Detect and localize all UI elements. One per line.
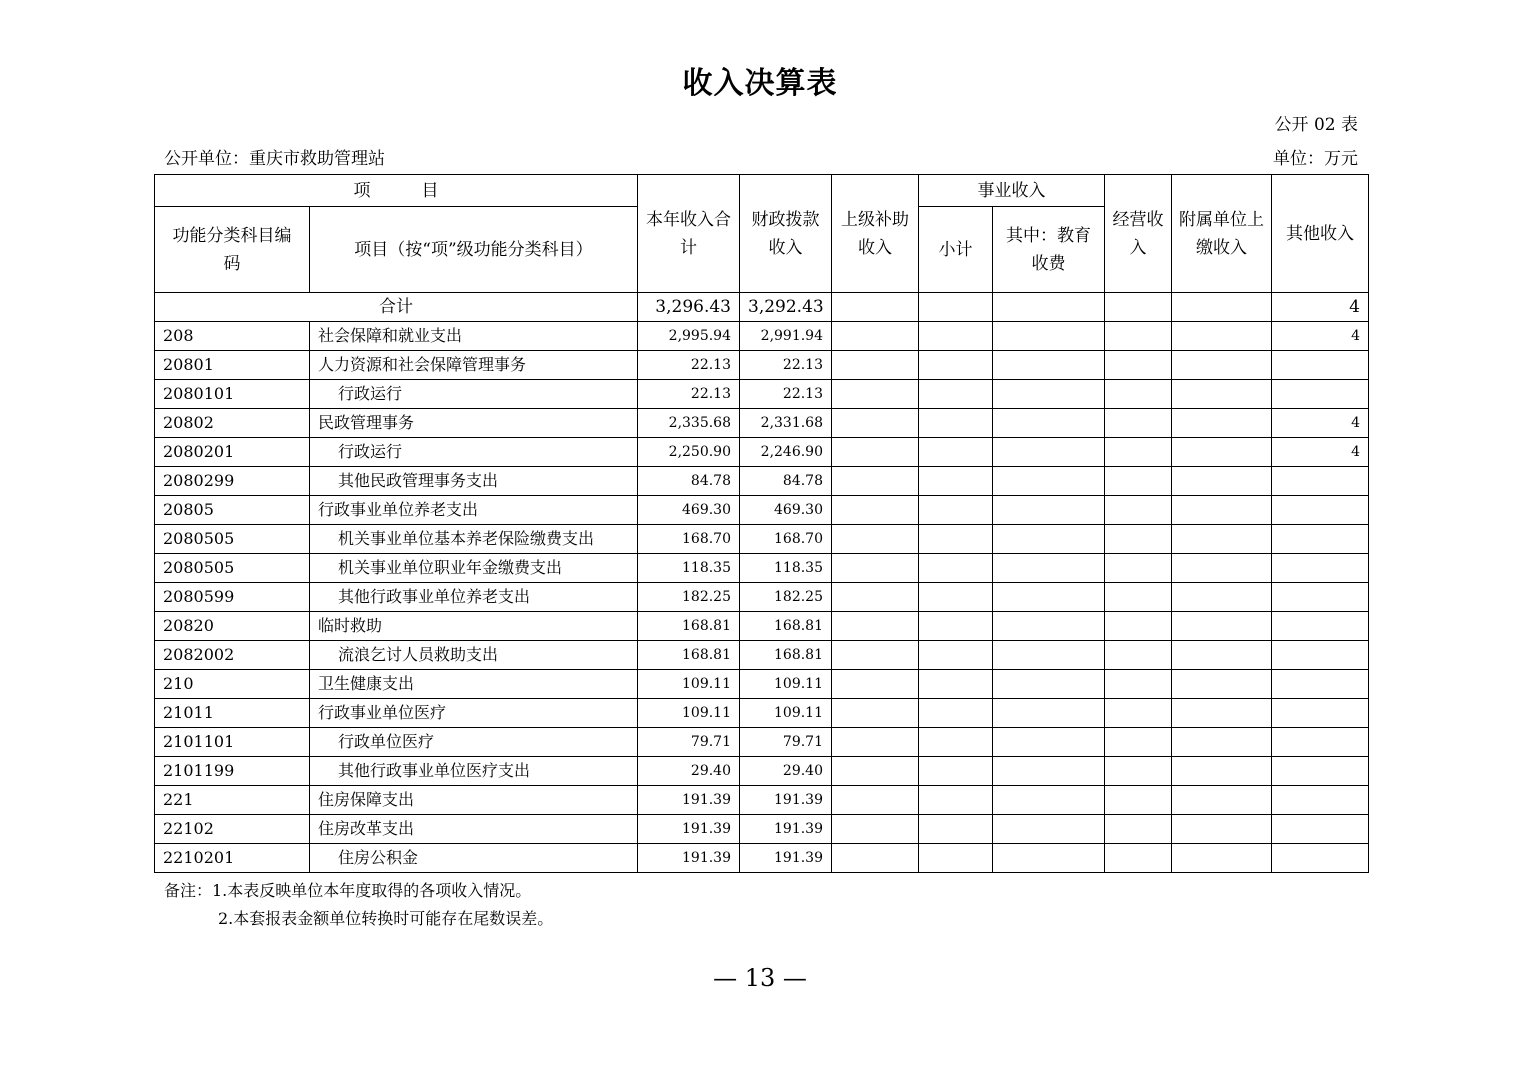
row-total: 22.13 bbox=[638, 351, 740, 380]
row-fiscal: 84.78 bbox=[740, 467, 832, 496]
header-subtotal: 小计 bbox=[919, 207, 993, 293]
header-business: 事业收入 bbox=[919, 175, 1105, 207]
row-code: 21011 bbox=[155, 699, 310, 728]
row-fiscal: 168.81 bbox=[740, 641, 832, 670]
row-name: 住房保障支出 bbox=[310, 786, 638, 815]
row-fiscal: 118.35 bbox=[740, 554, 832, 583]
row-fiscal: 168.81 bbox=[740, 612, 832, 641]
total-other: 4 bbox=[1272, 293, 1369, 322]
row-other bbox=[1272, 728, 1369, 757]
row-fiscal: 191.39 bbox=[740, 844, 832, 873]
row-total: 29.40 bbox=[638, 757, 740, 786]
row-name: 卫生健康支出 bbox=[310, 670, 638, 699]
row-total: 109.11 bbox=[638, 670, 740, 699]
row-code: 20820 bbox=[155, 612, 310, 641]
row-name: 社会保障和就业支出 bbox=[310, 322, 638, 351]
row-fiscal: 109.11 bbox=[740, 699, 832, 728]
row-total: 469.30 bbox=[638, 496, 740, 525]
row-total: 22.13 bbox=[638, 380, 740, 409]
row-fiscal: 191.39 bbox=[740, 815, 832, 844]
table-row bbox=[155, 554, 1369, 583]
row-code: 22102 bbox=[155, 815, 310, 844]
row-total: 79.71 bbox=[638, 728, 740, 757]
row-fiscal: 2,991.94 bbox=[740, 322, 832, 351]
row-name: 其他行政事业单位养老支出 bbox=[310, 583, 638, 612]
row-name: 行政运行 bbox=[310, 380, 638, 409]
header-affiliated: 附属单位上缴收入 bbox=[1172, 175, 1272, 293]
row-total: 182.25 bbox=[638, 583, 740, 612]
row-name: 人力资源和社会保障管理事务 bbox=[310, 351, 638, 380]
row-code: 2101199 bbox=[155, 757, 310, 786]
row-other bbox=[1272, 699, 1369, 728]
row-name: 机关事业单位职业年金缴费支出 bbox=[310, 554, 638, 583]
table-row bbox=[155, 380, 1369, 409]
row-fiscal: 2,331.68 bbox=[740, 409, 832, 438]
table-row bbox=[155, 409, 1369, 438]
row-code: 210 bbox=[155, 670, 310, 699]
row-fiscal: 22.13 bbox=[740, 380, 832, 409]
row-other: 4 bbox=[1272, 438, 1369, 467]
table-row bbox=[155, 467, 1369, 496]
row-name: 住房改革支出 bbox=[310, 815, 638, 844]
row-code: 2080505 bbox=[155, 525, 310, 554]
row-other bbox=[1272, 670, 1369, 699]
row-code: 2101101 bbox=[155, 728, 310, 757]
row-code: 2082002 bbox=[155, 641, 310, 670]
table-row bbox=[155, 496, 1369, 525]
row-code: 2080101 bbox=[155, 380, 310, 409]
row-code: 2080505 bbox=[155, 554, 310, 583]
row-name: 机关事业单位基本养老保险缴费支出 bbox=[310, 525, 638, 554]
row-other bbox=[1272, 612, 1369, 641]
row-code: 2080299 bbox=[155, 467, 310, 496]
row-name: 流浪乞讨人员救助支出 bbox=[310, 641, 638, 670]
row-name: 其他民政管理事务支出 bbox=[310, 467, 638, 496]
row-other bbox=[1272, 844, 1369, 873]
row-fiscal: 22.13 bbox=[740, 351, 832, 380]
row-total: 168.81 bbox=[638, 612, 740, 641]
row-other bbox=[1272, 496, 1369, 525]
row-fiscal: 182.25 bbox=[740, 583, 832, 612]
row-total: 109.11 bbox=[638, 699, 740, 728]
row-other bbox=[1272, 641, 1369, 670]
table-row bbox=[155, 728, 1369, 757]
table-row bbox=[155, 670, 1369, 699]
row-total: 168.81 bbox=[638, 641, 740, 670]
row-fiscal: 2,246.90 bbox=[740, 438, 832, 467]
table-row bbox=[155, 351, 1369, 380]
row-total: 2,335.68 bbox=[638, 409, 740, 438]
table-row bbox=[155, 438, 1369, 467]
header-name: 项目（按“项”级功能分类科目） bbox=[310, 207, 638, 293]
row-code: 20801 bbox=[155, 351, 310, 380]
row-code: 2080599 bbox=[155, 583, 310, 612]
unit-label: 单位：万元 bbox=[1273, 149, 1358, 169]
row-other bbox=[1272, 467, 1369, 496]
row-total: 2,250.90 bbox=[638, 438, 740, 467]
header-education: 其中：教育收费 bbox=[993, 207, 1105, 293]
note-2: 2.本套报表金额单位转换时可能存在尾数误差。 bbox=[218, 909, 554, 928]
row-other bbox=[1272, 583, 1369, 612]
row-name: 行政单位医疗 bbox=[310, 728, 638, 757]
row-other: 4 bbox=[1272, 322, 1369, 351]
form-code: 公开 02 表 bbox=[1274, 115, 1358, 135]
header-code: 功能分类科目编码 bbox=[155, 207, 310, 293]
row-name: 住房公积金 bbox=[310, 844, 638, 873]
notes bbox=[164, 877, 553, 933]
row-other bbox=[1272, 757, 1369, 786]
row-total: 84.78 bbox=[638, 467, 740, 496]
row-total: 168.70 bbox=[638, 525, 740, 554]
row-fiscal: 29.40 bbox=[740, 757, 832, 786]
table-row bbox=[155, 641, 1369, 670]
row-other bbox=[1272, 815, 1369, 844]
row-code: 2210201 bbox=[155, 844, 310, 873]
table-row bbox=[155, 815, 1369, 844]
row-code: 2080201 bbox=[155, 438, 310, 467]
row-other: 4 bbox=[1272, 409, 1369, 438]
header-total: 本年收入合计 bbox=[638, 175, 740, 293]
row-code: 20802 bbox=[155, 409, 310, 438]
table-row bbox=[155, 322, 1369, 351]
row-total: 191.39 bbox=[638, 844, 740, 873]
row-code: 208 bbox=[155, 322, 310, 351]
page-number: — 13 — bbox=[713, 964, 807, 992]
row-fiscal: 79.71 bbox=[740, 728, 832, 757]
total-income: 3,296.43 bbox=[638, 293, 740, 322]
row-other bbox=[1272, 525, 1369, 554]
row-name: 行政运行 bbox=[310, 438, 638, 467]
row-other bbox=[1272, 380, 1369, 409]
table-row bbox=[155, 583, 1369, 612]
row-code: 20805 bbox=[155, 496, 310, 525]
row-total: 191.39 bbox=[638, 786, 740, 815]
table-row bbox=[155, 699, 1369, 728]
total-fiscal: 3,292.43 bbox=[740, 293, 832, 322]
row-total: 2,995.94 bbox=[638, 322, 740, 351]
table-row bbox=[155, 786, 1369, 815]
row-fiscal: 109.11 bbox=[740, 670, 832, 699]
row-fiscal: 168.70 bbox=[740, 525, 832, 554]
table-row bbox=[155, 844, 1369, 873]
header-project: 项 目 bbox=[155, 175, 638, 207]
total-row bbox=[155, 293, 1369, 322]
row-other bbox=[1272, 351, 1369, 380]
row-name: 民政管理事务 bbox=[310, 409, 638, 438]
note-1: 备注：1.本表反映单位本年度取得的各项收入情况。 bbox=[164, 881, 532, 900]
row-total: 191.39 bbox=[638, 815, 740, 844]
header-fiscal: 财政拨款收入 bbox=[740, 175, 832, 293]
row-total: 118.35 bbox=[638, 554, 740, 583]
header-other: 其他收入 bbox=[1272, 175, 1369, 293]
row-name: 临时救助 bbox=[310, 612, 638, 641]
row-other bbox=[1272, 786, 1369, 815]
page-title: 收入决算表 bbox=[682, 66, 838, 101]
header-operation: 经营收入 bbox=[1105, 175, 1172, 293]
row-name: 行政事业单位医疗 bbox=[310, 699, 638, 728]
total-label: 合计 bbox=[155, 293, 638, 322]
table-row bbox=[155, 612, 1369, 641]
table-row bbox=[155, 525, 1369, 554]
row-code: 221 bbox=[155, 786, 310, 815]
row-fiscal: 191.39 bbox=[740, 786, 832, 815]
table-row bbox=[155, 757, 1369, 786]
row-other bbox=[1272, 554, 1369, 583]
header-superior: 上级补助收入 bbox=[832, 175, 919, 293]
row-name: 行政事业单位养老支出 bbox=[310, 496, 638, 525]
row-name: 其他行政事业单位医疗支出 bbox=[310, 757, 638, 786]
organization-label: 公开单位：重庆市救助管理站 bbox=[164, 149, 385, 169]
row-fiscal: 469.30 bbox=[740, 496, 832, 525]
income-table bbox=[154, 174, 1369, 873]
